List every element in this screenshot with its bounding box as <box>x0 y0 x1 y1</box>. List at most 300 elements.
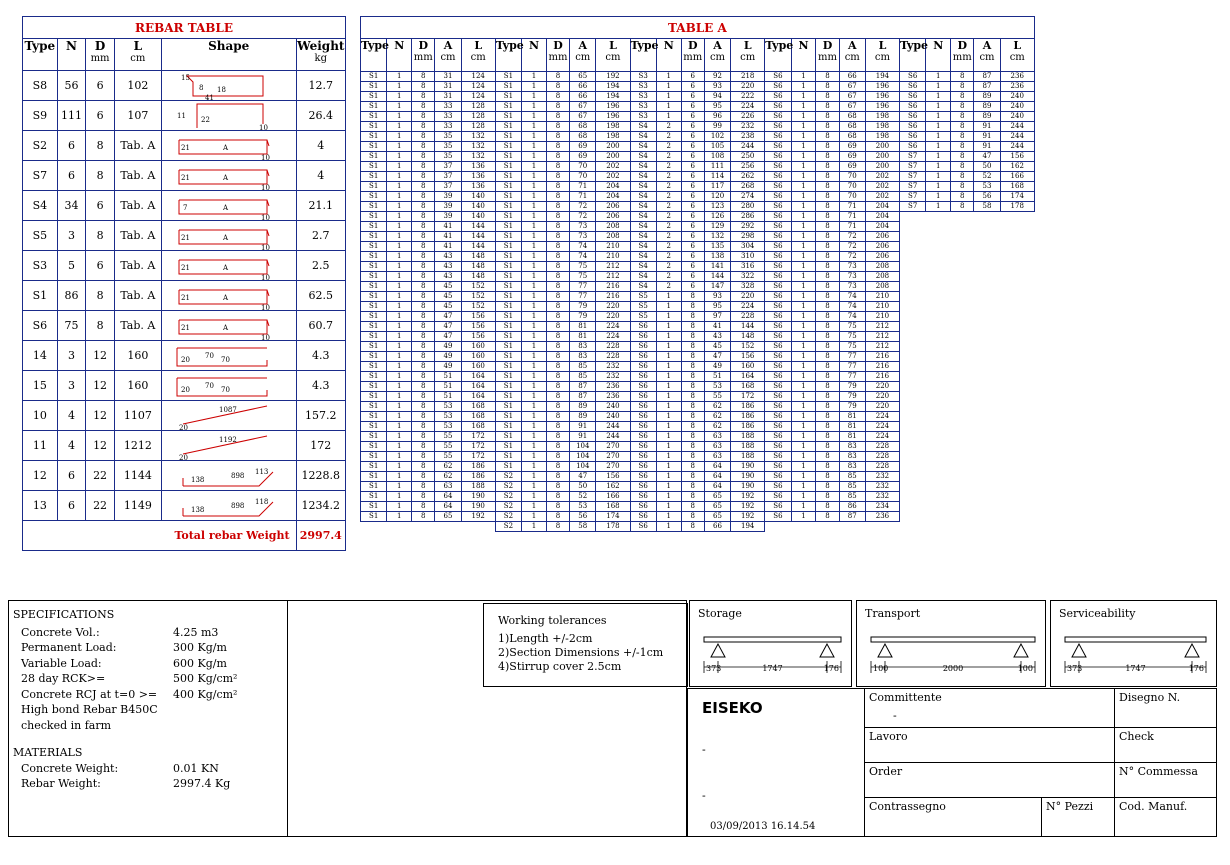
table-a-empty-cell <box>974 502 1000 512</box>
table-a-cell: 160 <box>461 342 495 352</box>
table-a-cell: 8 <box>412 432 435 442</box>
table-a-empty-cell <box>900 442 926 452</box>
table-a-cell: 1 <box>791 112 816 122</box>
rebar-header-shape: Shape <box>161 39 296 71</box>
table-a-empty-cell <box>926 432 951 442</box>
table-a-cell: 1 <box>387 292 412 302</box>
rebar-cell-shape <box>161 221 296 251</box>
table-a-cell: S1 <box>361 412 387 422</box>
dimension-left: 373 <box>706 664 722 673</box>
table-a-cell: 1 <box>522 232 547 242</box>
rebar-shape-drawing <box>169 342 289 370</box>
table-a-cell: 8 <box>412 122 435 132</box>
table-a-cell: 220 <box>865 382 899 392</box>
table-a-cell: 79 <box>570 312 596 322</box>
table-a-cell: 1 <box>387 412 412 422</box>
table-a-cell: 1 <box>791 292 816 302</box>
table-a-cell: 6 <box>681 262 704 272</box>
table-a-empty-cell <box>951 392 974 402</box>
table-a-cell: 8 <box>546 502 569 512</box>
table-a-cell: S1 <box>361 132 387 142</box>
spec-note: checked in farm <box>21 718 112 732</box>
rebar-cell-shape <box>161 161 296 191</box>
table-a-empty-cell <box>926 322 951 332</box>
table-a-cell: 43 <box>435 252 461 262</box>
table-a-empty-cell <box>926 392 951 402</box>
rebar-cell-weight: 26.4 <box>296 101 345 131</box>
table-a-cell: 63 <box>704 452 730 462</box>
table-a-cell: 47 <box>435 312 461 322</box>
table-a-cell: 6 <box>681 202 704 212</box>
table-a-cell: 1 <box>387 262 412 272</box>
table-a-cell: 212 <box>865 332 899 342</box>
spec-label: Permanent Load: <box>21 641 117 654</box>
table-a-cell: 85 <box>570 372 596 382</box>
table-a-cell: 208 <box>596 232 630 242</box>
table-a-cell: 8 <box>412 282 435 292</box>
table-a-cell: 2 <box>656 152 681 162</box>
table-a-cell: 75 <box>839 322 865 332</box>
table-a-cell: 168 <box>1000 182 1034 192</box>
table-a-cell: 8 <box>412 162 435 172</box>
table-a-cell: 8 <box>546 182 569 192</box>
table-a-cell: 298 <box>731 232 765 242</box>
table-a-empty-cell <box>900 452 926 462</box>
table-a-cell: 1 <box>656 292 681 302</box>
table-a-cell: S1 <box>361 382 387 392</box>
table-a-cell: 1 <box>387 132 412 142</box>
table-a-cell: 63 <box>704 432 730 442</box>
table-a-cell: 8 <box>412 92 435 102</box>
table-a-cell: 1 <box>387 372 412 382</box>
table-a-cell: S1 <box>495 342 521 352</box>
table-a-cell: 152 <box>461 302 495 312</box>
table-a-cell: 124 <box>461 82 495 92</box>
table-a-cell: 47 <box>435 322 461 332</box>
rebar-cell-l: Tab. A <box>114 191 161 221</box>
table-a-cell: 8 <box>412 192 435 202</box>
table-a-cell: S1 <box>495 122 521 132</box>
table-a-cell: S1 <box>361 232 387 242</box>
table-a-empty-cell <box>951 422 974 432</box>
table-a-cell: 210 <box>596 242 630 252</box>
table-a-cell: 140 <box>461 192 495 202</box>
table-a-row <box>361 422 1035 432</box>
table-a-cell: 81 <box>570 332 596 342</box>
table-a-cell: S1 <box>361 422 387 432</box>
table-a-cell: 33 <box>435 102 461 112</box>
table-a-empty-cell <box>926 212 951 222</box>
table-a-empty-cell <box>926 402 951 412</box>
rebar-row <box>23 311 346 341</box>
table-a-cell: S1 <box>495 272 521 282</box>
table-a-empty-cell <box>900 302 926 312</box>
table-a-cell: 1 <box>522 242 547 252</box>
table-a-header: Type <box>361 39 387 72</box>
table-a-cell: 8 <box>816 382 839 392</box>
spec-value: 400 Kg/cm² <box>173 687 238 701</box>
table-a-cell: 1 <box>791 352 816 362</box>
table-a-cell: 8 <box>681 362 704 372</box>
rebar-shape-drawing <box>169 372 289 400</box>
table-a-cell: 6 <box>681 232 704 242</box>
beam <box>871 637 1035 642</box>
scheme-storage <box>689 600 852 687</box>
materials-title: MATERIALS <box>13 746 83 759</box>
table-a-header: D mm <box>546 39 569 72</box>
table-a-cell: 1 <box>387 452 412 462</box>
table-a-row <box>361 132 1035 142</box>
table-a-header: D mm <box>816 39 839 72</box>
table-a-cell: S1 <box>495 392 521 402</box>
table-a-row <box>361 242 1035 252</box>
table-a-cell: 224 <box>731 102 765 112</box>
table-a-empty-cell <box>791 522 816 532</box>
table-a-cell: S7 <box>900 152 926 162</box>
table-a-cell: 53 <box>435 402 461 412</box>
table-a-cell: 68 <box>839 112 865 122</box>
table-a-cell: 79 <box>839 382 865 392</box>
rebar-shape-dimension: 70 <box>220 355 230 364</box>
rebar-cell-weight: 4.3 <box>296 371 345 401</box>
table-a-cell: 228 <box>596 352 630 362</box>
table-a-cell: S1 <box>361 502 387 512</box>
table-a-cell: S1 <box>361 102 387 112</box>
table-a-cell: 47 <box>974 152 1000 162</box>
table-a-cell: 132 <box>704 232 730 242</box>
table-a-cell: 210 <box>865 292 899 302</box>
table-a-cell: 292 <box>731 222 765 232</box>
table-a-row <box>361 452 1035 462</box>
rebar-cell-type: 11 <box>23 431 58 461</box>
table-a-empty-cell <box>900 222 926 232</box>
table-a-cell: 160 <box>461 362 495 372</box>
table-a-cell: 1 <box>522 342 547 352</box>
table-a-row <box>361 272 1035 282</box>
table-a-cell: 220 <box>865 392 899 402</box>
table-a-cell: S6 <box>900 72 926 82</box>
table-a-cell: 8 <box>546 372 569 382</box>
table-a-cell: 89 <box>570 412 596 422</box>
table-a-empty-cell <box>974 442 1000 452</box>
table-a-cell: 8 <box>816 342 839 352</box>
rebar-shape-dimension: 7 <box>182 203 188 212</box>
table-a-row <box>361 282 1035 292</box>
table-a-row <box>361 182 1035 192</box>
table-a-cell: 51 <box>435 382 461 392</box>
table-a-cell: 228 <box>731 312 765 322</box>
table-a-cell: 1 <box>387 502 412 512</box>
table-a-empty-cell <box>1000 272 1034 282</box>
table-a-cell: 194 <box>731 522 765 532</box>
table-a-cell: 1 <box>387 402 412 412</box>
table-a-cell: 8 <box>816 472 839 482</box>
spec-row <box>13 687 283 703</box>
dimension-mid: 1747 <box>1125 664 1146 673</box>
table-a-cell: S6 <box>900 122 926 132</box>
table-a-cell: S1 <box>495 262 521 272</box>
table-a-header: Type <box>630 39 656 72</box>
table-a-empty-cell <box>926 282 951 292</box>
table-a-cell: 1 <box>522 292 547 302</box>
table-a-cell: 8 <box>546 282 569 292</box>
table-a-cell: 304 <box>731 242 765 252</box>
table-a-cell: 2 <box>656 122 681 132</box>
table-a-empty-cell <box>900 342 926 352</box>
table-a-cell: 8 <box>546 192 569 202</box>
table-a-row <box>361 412 1035 422</box>
rebar-row <box>23 371 346 401</box>
table-a-cell: S5 <box>630 292 656 302</box>
table-a-cell: 220 <box>865 402 899 412</box>
table-a-cell: 72 <box>570 202 596 212</box>
table-a-empty-cell <box>974 472 1000 482</box>
table-a-cell: 8 <box>546 232 569 242</box>
table-a-empty-cell <box>1000 292 1034 302</box>
table-a-header: A cm <box>974 39 1000 72</box>
table-a-cell: 87 <box>974 72 1000 82</box>
table-a-cell: S1 <box>361 302 387 312</box>
table-a-cell: S6 <box>630 432 656 442</box>
table-a-cell: 174 <box>1000 192 1034 202</box>
rebar-cell-l: 160 <box>114 371 161 401</box>
table-a-cell: 1 <box>522 302 547 312</box>
rebar-cell-shape <box>161 341 296 371</box>
table-a-empty-cell <box>865 522 899 532</box>
table-a-cell: 1 <box>656 522 681 532</box>
table-a-cell: 190 <box>731 462 765 472</box>
tolerances-box <box>483 603 688 687</box>
rebar-cell-type: S6 <box>23 311 58 341</box>
table-a-cell: 53 <box>570 502 596 512</box>
table-a-cell: S6 <box>630 452 656 462</box>
table-a-cell: 240 <box>1000 112 1034 122</box>
table-a-cell: S1 <box>495 232 521 242</box>
rebar-shape-dimension: 21 <box>180 143 190 152</box>
table-a-cell: 1 <box>791 92 816 102</box>
table-a-cell: 71 <box>839 222 865 232</box>
table-a-cell: 8 <box>546 382 569 392</box>
table-a-cell: 39 <box>435 202 461 212</box>
table-a-cell: 89 <box>974 92 1000 102</box>
table-a-cell: 79 <box>839 392 865 402</box>
table-a-cell: 8 <box>412 352 435 362</box>
table-a-cell: 196 <box>865 92 899 102</box>
table-a-cell: S1 <box>361 352 387 362</box>
table-a-cell: S1 <box>495 422 521 432</box>
table-a-cell: 8 <box>816 172 839 182</box>
table-a-cell: 8 <box>412 332 435 342</box>
table-a-cell: 2 <box>656 262 681 272</box>
table-a-cell: 75 <box>839 332 865 342</box>
table-a-cell: 8 <box>412 442 435 452</box>
tolerance-item: 1)Length +/-2cm <box>498 632 593 645</box>
rebar-cell-weight: 2.7 <box>296 221 345 251</box>
table-a-cell: 6 <box>681 102 704 112</box>
table-a-cell: 310 <box>731 252 765 262</box>
table-a-cell: 188 <box>731 432 765 442</box>
rebar-shape-dimension: 10 <box>260 333 270 340</box>
table-a-cell: 8 <box>546 242 569 252</box>
table-a-cell: 1 <box>791 312 816 322</box>
rebar-cell-d: 12 <box>86 341 115 371</box>
table-a-cell: 6 <box>681 132 704 142</box>
rebar-cell-d: 12 <box>86 431 115 461</box>
material-value: 2997.4 Kg <box>173 777 231 790</box>
table-a-cell: 1 <box>387 202 412 212</box>
table-a-cell: 41 <box>704 322 730 332</box>
table-a-cell: 1 <box>387 222 412 232</box>
table-a-cell: 156 <box>1000 152 1034 162</box>
table-a-empty-cell <box>412 522 435 532</box>
rebar-shape-dimension: 21 <box>180 173 190 182</box>
table-a-cell: 152 <box>731 342 765 352</box>
table-a-cell: 8 <box>412 412 435 422</box>
table-a-cell: S4 <box>630 252 656 262</box>
table-a-header: N <box>656 39 681 72</box>
table-a-cell: S1 <box>495 172 521 182</box>
table-a-empty-cell <box>926 342 951 352</box>
table-a-cell: 1 <box>387 212 412 222</box>
table-a-cell: 228 <box>596 342 630 352</box>
table-a-empty-cell <box>900 412 926 422</box>
table-a-empty-cell <box>1000 362 1034 372</box>
table-a-cell: 192 <box>461 512 495 522</box>
scheme-title: Transport <box>865 607 921 620</box>
table-a-row <box>361 192 1035 202</box>
table-a-empty-cell <box>1000 432 1034 442</box>
table-a-cell: 52 <box>974 172 1000 182</box>
table-a-cell: 208 <box>596 222 630 232</box>
table-a-cell: S6 <box>765 442 791 452</box>
dimension-left: 373 <box>1067 664 1083 673</box>
table-a-cell: 216 <box>865 352 899 362</box>
table-a-cell: 1 <box>387 382 412 392</box>
table-a-cell: S6 <box>765 422 791 432</box>
table-a-cell: 55 <box>435 432 461 442</box>
table-a-cell: S6 <box>630 492 656 502</box>
rebar-cell-weight: 60.7 <box>296 311 345 341</box>
table-a-cell: 1 <box>522 122 547 132</box>
table-a-cell: 8 <box>816 432 839 442</box>
table-a-cell: 1 <box>656 462 681 472</box>
table-a-cell: 186 <box>731 412 765 422</box>
table-a-cell: 1 <box>387 92 412 102</box>
table-a-cell: 123 <box>704 202 730 212</box>
table-a-empty-cell <box>974 322 1000 332</box>
material-value: 0.01 KN <box>173 761 219 775</box>
table-a-empty-cell <box>1000 312 1034 322</box>
table-a-empty-cell <box>900 512 926 522</box>
rebar-shape-dimension: 898 <box>230 471 245 480</box>
table-a-cell: S6 <box>765 502 791 512</box>
rebar-header-d: D mm <box>86 39 115 71</box>
table-a-cell: S6 <box>765 352 791 362</box>
table-a-cell: 8 <box>816 232 839 242</box>
rebar-shape-drawing <box>169 72 289 100</box>
spec-note: High bond Rebar B450C <box>21 703 158 716</box>
table-a-cell: 73 <box>570 222 596 232</box>
dash-2: - <box>702 789 706 802</box>
material-label: Concrete Weight: <box>21 761 119 775</box>
table-a-cell: S6 <box>765 432 791 442</box>
table-a-cell: 6 <box>681 182 704 192</box>
table-a-cell: 160 <box>731 362 765 372</box>
table-a-cell: 1 <box>656 372 681 382</box>
table-a-cell: S1 <box>361 432 387 442</box>
table-a-cell: S6 <box>630 372 656 382</box>
contrassegno-cell <box>864 797 1042 837</box>
rebar-cell-d: 22 <box>86 491 115 521</box>
rebar-shape-dimension: 70 <box>204 351 214 360</box>
rebar-cell-shape <box>161 431 296 461</box>
table-a-cell: 1 <box>926 112 951 122</box>
table-a-cell: 8 <box>412 452 435 462</box>
table-a-cell: 8 <box>412 462 435 472</box>
table-a-cell: 65 <box>704 502 730 512</box>
table-a-empty-cell <box>839 522 865 532</box>
rebar-shape-dimension: 10 <box>260 303 270 310</box>
table-a-cell: 164 <box>461 372 495 382</box>
table-a-row <box>361 372 1035 382</box>
table-a-cell: 224 <box>865 432 899 442</box>
table-a-cell: 1 <box>387 232 412 242</box>
table-a-cell: 8 <box>816 302 839 312</box>
table-a-cell: 206 <box>596 212 630 222</box>
table-a-cell: 1 <box>656 392 681 402</box>
table-a-cell: 192 <box>596 72 630 82</box>
table-a-cell: S1 <box>495 292 521 302</box>
table-a-cell: 8 <box>816 312 839 322</box>
table-a-cell: 1 <box>791 432 816 442</box>
table-a-cell: 1 <box>656 312 681 322</box>
table-a-cell: 62 <box>435 462 461 472</box>
table-a-cell: S6 <box>765 172 791 182</box>
table-a-cell: 1 <box>522 502 547 512</box>
table-a-cell: 8 <box>816 202 839 212</box>
table-a-cell: S6 <box>630 342 656 352</box>
rebar-row <box>23 221 346 251</box>
table-a-cell: 196 <box>596 112 630 122</box>
table-a-cell: 190 <box>731 482 765 492</box>
table-a-cell: 129 <box>704 222 730 232</box>
table-a-empty-cell <box>974 282 1000 292</box>
table-a-empty-cell <box>765 522 791 532</box>
table-a-cell: S6 <box>765 112 791 122</box>
table-a-cell: 1 <box>791 142 816 152</box>
table-a-cell: 240 <box>596 402 630 412</box>
table-a-cell: 194 <box>596 92 630 102</box>
table-a-empty-cell <box>926 412 951 422</box>
table-a-cell: 152 <box>461 292 495 302</box>
table-a-empty-cell <box>951 462 974 472</box>
table-a-cell: 204 <box>596 192 630 202</box>
table-a-cell: 66 <box>570 82 596 92</box>
table-a-cell: 148 <box>461 262 495 272</box>
rebar-header-n: N <box>57 39 86 71</box>
table-a-cell: 202 <box>865 172 899 182</box>
table-a-empty-cell <box>974 372 1000 382</box>
table-a-cell: 35 <box>435 152 461 162</box>
table-a-cell: S1 <box>361 192 387 202</box>
table-a-cell: S1 <box>495 322 521 332</box>
table-a-empty-cell <box>974 512 1000 522</box>
table-a-cell: 210 <box>865 312 899 322</box>
tolerance-item: 2)Section Dimensions +/-1cm <box>498 646 664 659</box>
table-a-cell: S6 <box>765 252 791 262</box>
table-a-empty-cell <box>974 452 1000 462</box>
table-a-cell: 8 <box>681 372 704 382</box>
